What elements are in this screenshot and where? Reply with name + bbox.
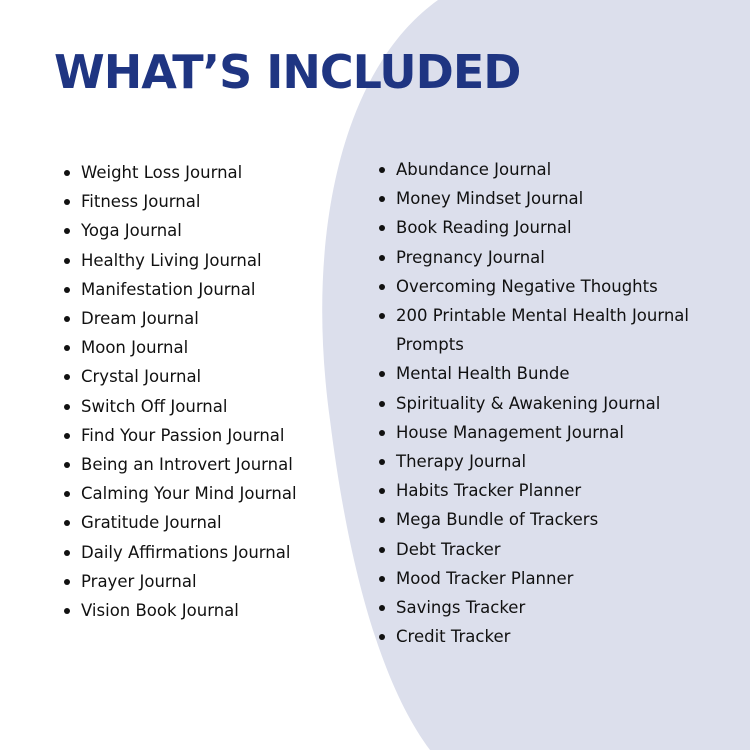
list-item: Pregnancy Journal (377, 243, 745, 272)
list-item: Mood Tracker Planner (377, 564, 745, 593)
list-item: Spirituality & Awakening Journal (377, 389, 745, 418)
list-item: Manifestation Journal (62, 275, 352, 304)
list-item: Money Mindset Journal (377, 184, 745, 213)
list-item: Vision Book Journal (62, 596, 352, 625)
list-item: Abundance Journal (377, 155, 745, 184)
list-item: Prayer Journal (62, 567, 352, 596)
list-item: Calming Your Mind Journal (62, 479, 352, 508)
list-item: Mega Bundle of Trackers (377, 505, 745, 534)
list-item: Savings Tracker (377, 593, 745, 622)
included-list-right (377, 155, 745, 651)
list-item: Weight Loss Journal (62, 158, 352, 187)
list-item: Credit Tracker (377, 622, 745, 651)
list-item: Therapy Journal (377, 447, 745, 476)
list-item: House Management Journal (377, 418, 745, 447)
list-item: Healthy Living Journal (62, 246, 352, 275)
included-list-left (62, 158, 352, 625)
list-item: Switch Off Journal (62, 392, 352, 421)
list-item: Crystal Journal (62, 362, 352, 391)
list-item: Dream Journal (62, 304, 352, 333)
list-item: Moon Journal (62, 333, 352, 362)
list-item: 200 Printable Mental Health Journal Prompts (377, 301, 745, 359)
list-item: Gratitude Journal (62, 508, 352, 537)
list-item: Daily Affirmations Journal (62, 538, 352, 567)
list-item: Book Reading Journal (377, 213, 745, 242)
list-item: Debt Tracker (377, 535, 745, 564)
list-item: Habits Tracker Planner (377, 476, 745, 505)
page-title: WHAT’S INCLUDED (54, 45, 521, 99)
list-item: Fitness Journal (62, 187, 352, 216)
list-item: Mental Health Bunde (377, 359, 745, 388)
list-item: Overcoming Negative Thoughts (377, 272, 745, 301)
list-item: Being an Introvert Journal (62, 450, 352, 479)
list-item: Yoga Journal (62, 216, 352, 245)
list-item: Find Your Passion Journal (62, 421, 352, 450)
